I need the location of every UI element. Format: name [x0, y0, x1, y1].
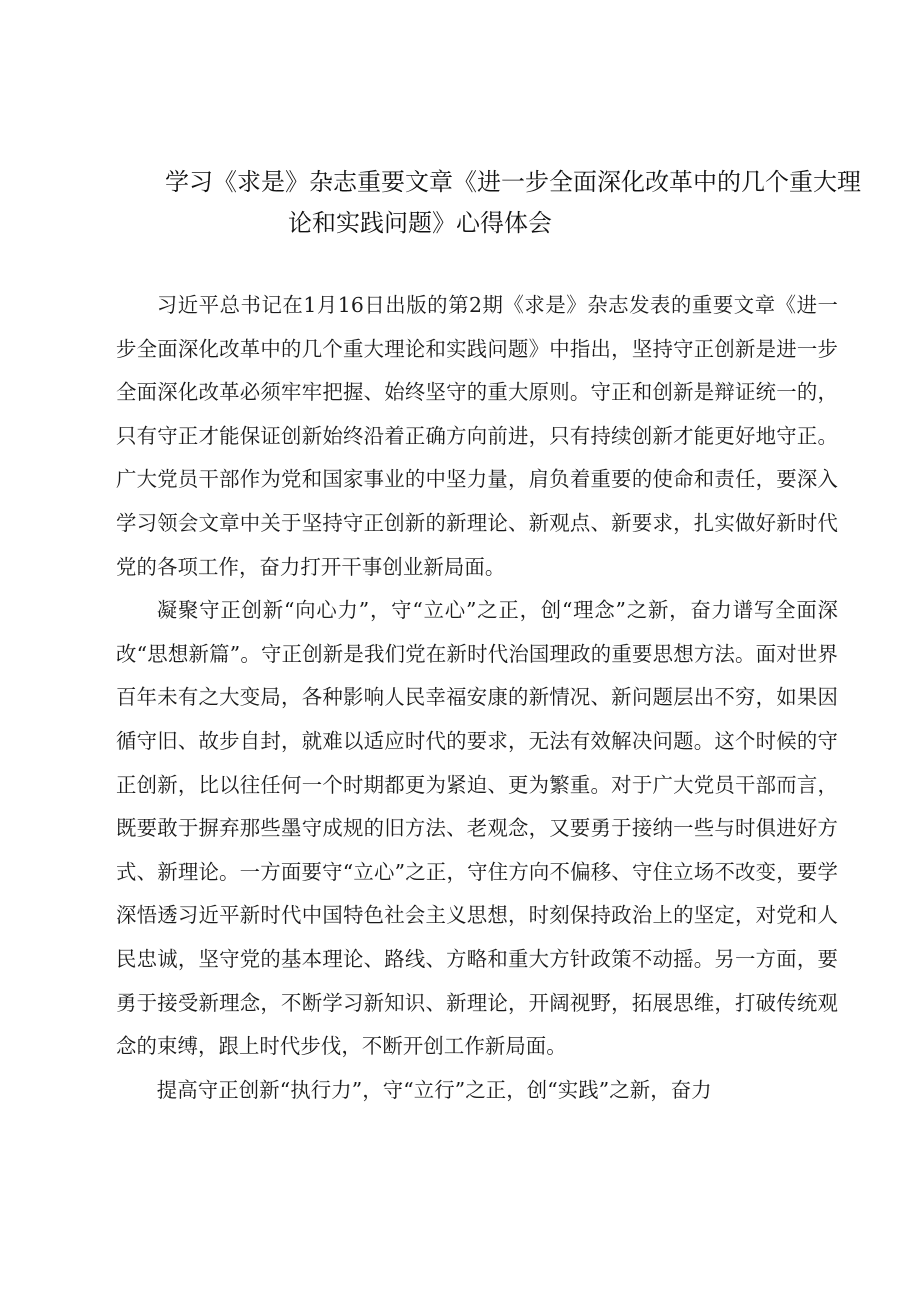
document-body	[116, 284, 838, 1112]
paragraph-execution: 提高守正创新“执行力”，守“立行”之正，创“实践”之新，奋力	[156, 1077, 712, 1102]
title-line-2: 论和实践问题》心得体会	[288, 209, 552, 237]
title-line-1: 学习《求是》杂志重要文章《进一步全面深化改革中的几个重大理	[165, 168, 861, 196]
paragraph-cohesion: 凝聚守正创新“向心力”，守“立心”之正，创“理念”之新，奋力谱写全面深改“思想新篇”。守正创新是我们党在新时代治国理政的重要思想方法。面对世界百年未有之大变局，各种影响人民幸福安康的新情况、新问题层出不穷，如果因循守旧、故步自封，就难以适应时代的要求，无法有效解决问题。这个时候的守正创新，比以往任何一个时期都更为紧迫、更为繁重。对于广大党员干部而言，既要敢于摒弃那些墨守成规的旧方法、老观念，又要勇于接纳一些与时俱进好方式、新理论。一方面要守“立心”之正，守住方向不偏移、守住立场不改变，要学深悟透习近平新时代中国特色社会主义思想，时刻保持政治上的坚定，对党和人民忠诚，坚守党的基本理论、路线、方略和重大方针政策不动摇。另一方面，要勇于接受新理念，不断学习新知识、新理论，开阔视野，拓展思维，打破传统观念的束缚，跟上时代步伐，不断开创工作新局面。	[116, 598, 838, 1059]
paragraph-intro: 习近平总书记在1月16日出版的第2期《求是》杂志发表的重要文章《进一步全面深化改革中的几个重大理论和实践问题》中指出，坚持守正创新是进一步全面深化改革必须牢牢把握、始终坚守的重大原则。守正和创新是辩证统一的，只有守正才能保证创新始终沿着正确方向前进，只有持续创新才能更好地守正。广大党员干部作为党和国家事业的中坚力量，肩负着重要的使命和责任，要深入学习领会文章中关于坚持守正创新的新理论、新观点、新要求，扎实做好新时代党的各项工作，奋力打开干事创业新局面。	[116, 293, 838, 579]
